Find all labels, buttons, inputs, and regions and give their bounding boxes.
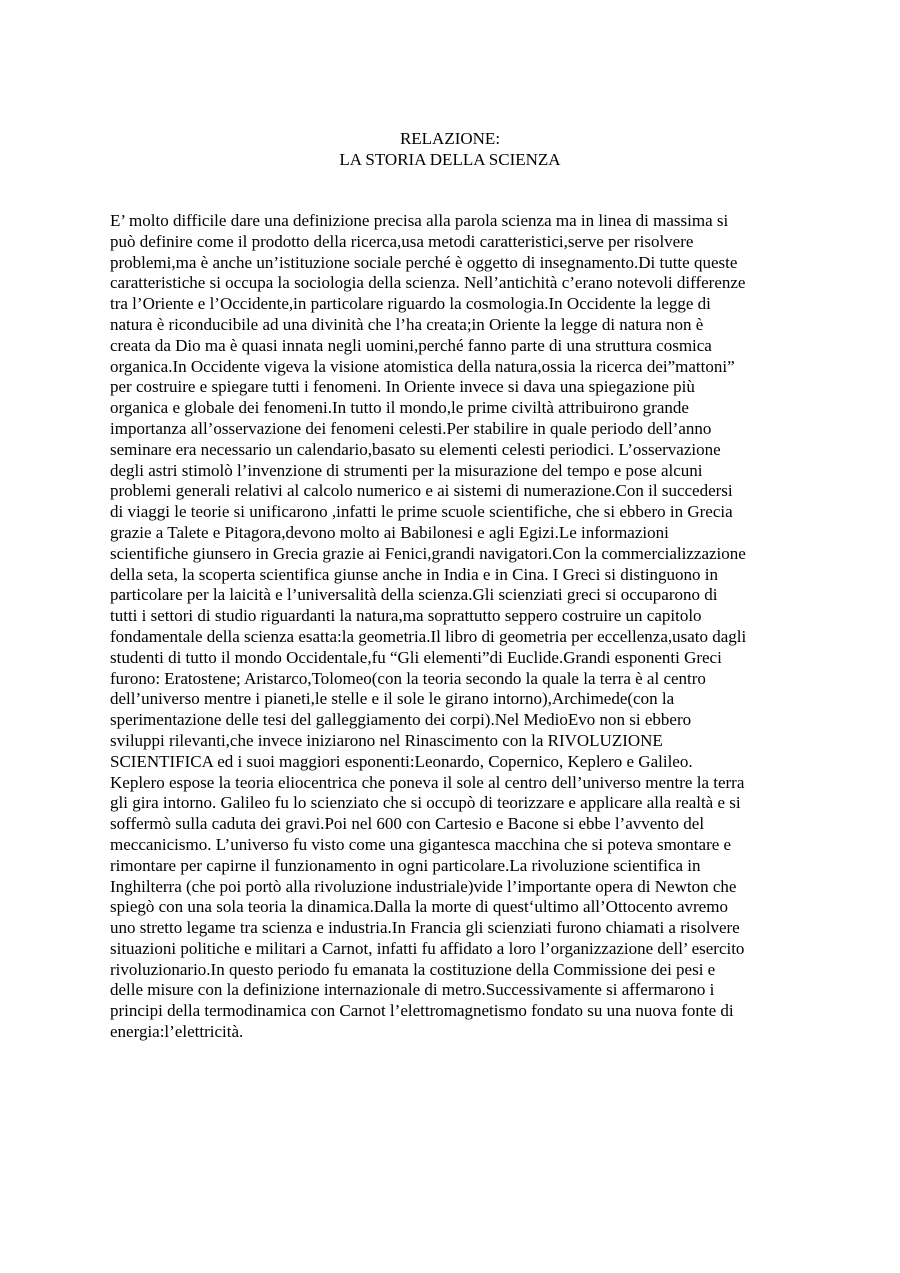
body-line: scientifiche giunsero in Grecia grazie ai Fenici,grandi navigatori.Con la commercializzazione [110, 543, 746, 563]
body-line: particolare per la laicità e l’universalità della scienza.Gli scienziati greci si occuparono di [110, 585, 718, 605]
body-line: soffermò sulla caduta dei gravi.Poi nel 600 con Cartesio e Bacone si ebbe l’avvento del [110, 814, 705, 834]
body-line: grazie a Talete e Pitagora,devono molto ai Babilonesi e agli Egizi.Le informazioni [110, 522, 669, 542]
body-line: sviluppi rilevanti,che invece iniziarono nel Rinascimento con la RIVOLUZIONE [110, 730, 663, 750]
body-line: delle misure con la definizione internazionale di metro.Successivamente si affermarono i [110, 980, 715, 1000]
body-line: degli astri stimolò l’invenzione di strumenti per la misurazione del tempo e pose alcuni [110, 460, 703, 480]
body-line: meccanicismo. L’universo fu visto come una gigantesca macchina che si poteva smontare e [110, 834, 732, 854]
body-line: può definire come il prodotto della ricerca,usa metodi caratteristici,serve per risolvere [110, 231, 694, 251]
body-line: della seta, la scoperta scientifica giunse anche in India e in Cina. I Greci si distinguono in [110, 564, 719, 584]
body-line: SCIENTIFICA ed i suoi maggiori esponenti:Leonardo, Copernico, Keplero e Galileo. [110, 751, 693, 771]
body-line: caratteristiche si occupa la sociologia della scienza. Nell’antichità c’erano notevoli differenze [110, 273, 746, 293]
body-line: per costruire e spiegare tutti i fenomeni. In Oriente invece si dava una spiegazione più [110, 377, 695, 397]
body-line: tutti i settori di studio riguardanti la natura,ma soprattutto seppero costruire un capitolo [110, 606, 702, 626]
body-line: di viaggi le teorie si unificarono ,infatti le prime scuole scientifiche, che si ebbero in Grecia [110, 502, 733, 522]
title-line: RELAZIONE: [399, 129, 501, 148]
body-line: uno stretto legame tra scienza e industria.In Francia gli scienziati furono chiamati a risolvere [110, 918, 740, 938]
body-line: gli gira intorno. Galileo fu lo scienziato che si occupò di teorizzare e applicare alla realtà e si [110, 793, 741, 813]
document-title [0, 128, 900, 170]
body-line: organica e globale dei fenomeni.In tutto il mondo,le prime civiltà attribuirono grande [110, 398, 689, 418]
body-line: spiegò con una sola teoria la dinamica.Dalla la morte di quest‘ultimo all’Ottocento avremo [110, 897, 728, 917]
body-line: dell’universo mentre i pianeti,le stelle e il sole le girano intorno),Archimede(con la [110, 689, 675, 709]
body-line: natura è riconducibile ad una divinità che l’ha creata;in Oriente la legge di natura non è [110, 314, 704, 334]
body-line: tra l’Oriente e l’Occidente,in particolare riguardo la cosmologia.In Occidente la legge di [110, 294, 711, 314]
body-line: fondamentale della scienza esatta:la geometria.Il libro di geometria per eccellenza,usato dagli [110, 626, 747, 646]
body-line: organica.In Occidente vigeva la visione atomistica della natura,ossia la ricerca dei”mattoni” [110, 356, 735, 376]
body-line: seminare era necessario un calendario,basato su elementi celesti periodici. L’osservazione [110, 439, 721, 459]
subtitle-line: LA STORIA DELLA SCIENZA [339, 150, 561, 169]
body-line: furono: Eratostene; Aristarco,Tolomeo(con la teoria secondo la quale la terra è al centro [110, 668, 706, 688]
body-line: problemi generali relativi al calcolo numerico e ai sistemi di numerazione.Con il succedersi [110, 481, 733, 501]
body-line: Keplero espose la teoria eliocentrica che poneva il sole al centro dell’universo mentre la terra [110, 772, 745, 792]
body-line: creata da Dio ma è quasi innata negli uomini,perché fanno parte di una struttura cosmica [110, 335, 712, 355]
body-line: rimontare per capirne il funzionamento in ogni particolare.La rivoluzione scientifica in [110, 855, 701, 875]
body-line: situazioni politiche e militari a Carnot, infatti fu affidato a loro l’organizzazione dell’ esercito [110, 938, 745, 958]
body-line: importanza all’osservazione dei fenomeni celesti.Per stabilire in quale periodo dell’anno [110, 418, 712, 438]
body-line: energia:l’elettricità. [110, 1022, 244, 1042]
body-line: sperimentazione delle tesi del galleggiamento dei corpi).Nel MedioEvo non si ebbero [110, 710, 692, 730]
body-line: Inghilterra (che poi portò alla rivoluzione industriale)vide l’importante opera di Newton che [110, 876, 737, 896]
body-line: studenti di tutto il mondo Occidentale,fu “Gli elementi”di Euclide.Grandi esponenti Greci [110, 647, 722, 667]
body-line: E’ molto difficile dare una definizione precisa alla parola scienza ma in linea di massima si [110, 211, 729, 230]
body-line: principi della termodinamica con Carnot l’elettromagnetismo fondato su una nuova fonte di [110, 1001, 734, 1021]
body-line: rivoluzionario.In questo periodo fu emanata la costituzione della Commissione dei pesi e [110, 959, 716, 979]
body-line: problemi,ma è anche un’istituzione sociale perché è oggetto di insegnamento.Di tutte queste [110, 252, 738, 272]
body-paragraph [110, 211, 800, 1043]
